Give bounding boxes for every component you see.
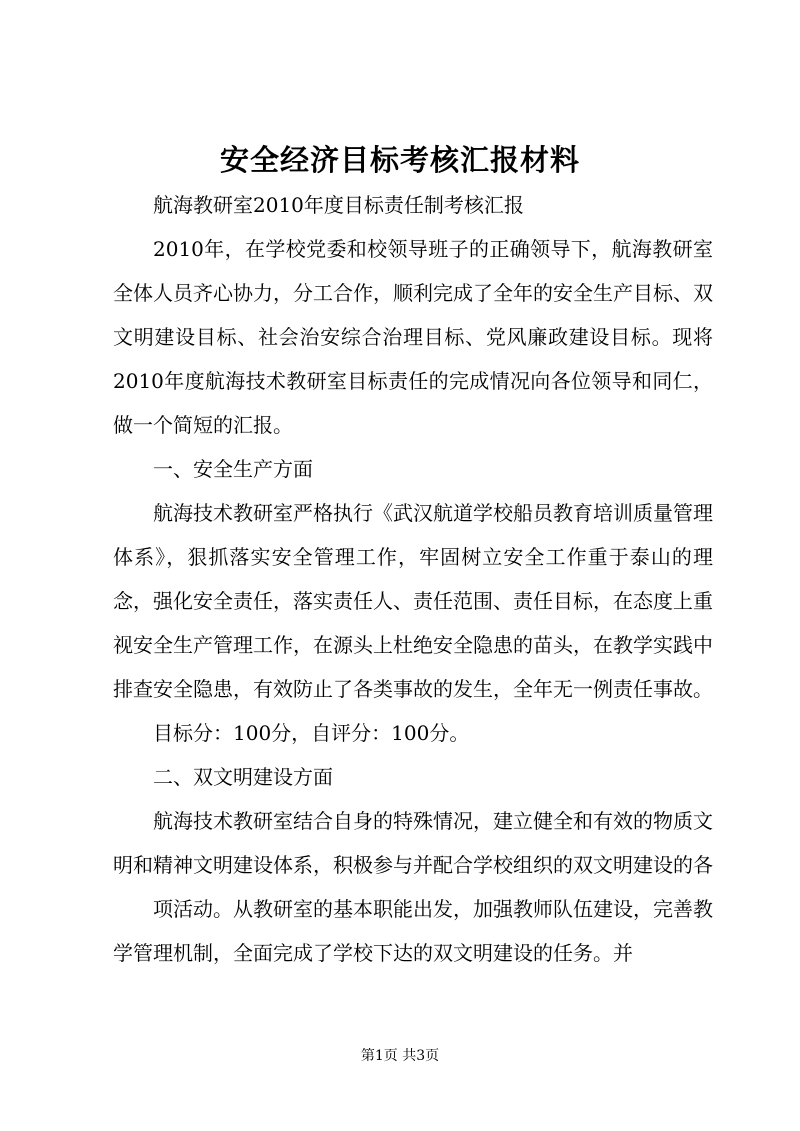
intro-paragraph: 2010年，在学校党委和校领导班子的正确领导下，航海教研室全体人员齐心协力，分工合作，顺利完成了全年的安全生产目标、双文明建设目标、社会治安综合治理目标、党风廉政建设目标。现将2010年度航海技术教研室目标责任的完成情况向各位领导和同仁，做一个简短的汇报。 [113, 237, 713, 437]
safety-paragraph: 航海技术教研室严格执行《武汉航道学校船员教育培训质量管理体系》，狠抓落实安全管理工作，牢固树立安全工作重于泰山的理念，强化安全责任，落实责任人、责任范围、责任目标，在态度上重视安全生产管理工作，在源头上杜绝安全隐患的苗头，在教学实践中排查安全隐患，有效防止了各类事故的发生，全年无一例责任事故。 [113, 501, 713, 701]
score-paragraph: 目标分：100分，自评分：100分。 [153, 721, 470, 745]
subtitle-paragraph: 航海教研室2010年度目标责任制考核汇报 [153, 193, 524, 217]
page-number-footer: 第1页 共3页 [360, 1048, 440, 1064]
document-body [113, 183, 713, 975]
document-title: 安全经济目标考核汇报材料 [219, 143, 580, 177]
civilization-paragraph: 航海技术教研室结合自身的特殊情况，建立健全和有效的物质文明和精神文明建设体系，积极参与并配合学校组织的双文明建设的各 [113, 809, 713, 877]
section-heading-civilization: 二、双文明建设方面 [153, 765, 333, 789]
activities-paragraph: 项活动。从教研室的基本职能出发，加强教师队伍建设，完善教学管理机制，全面完成了学校下达的双文明建设的任务。并 [113, 897, 713, 965]
section-heading-safety: 一、安全生产方面 [153, 457, 313, 481]
